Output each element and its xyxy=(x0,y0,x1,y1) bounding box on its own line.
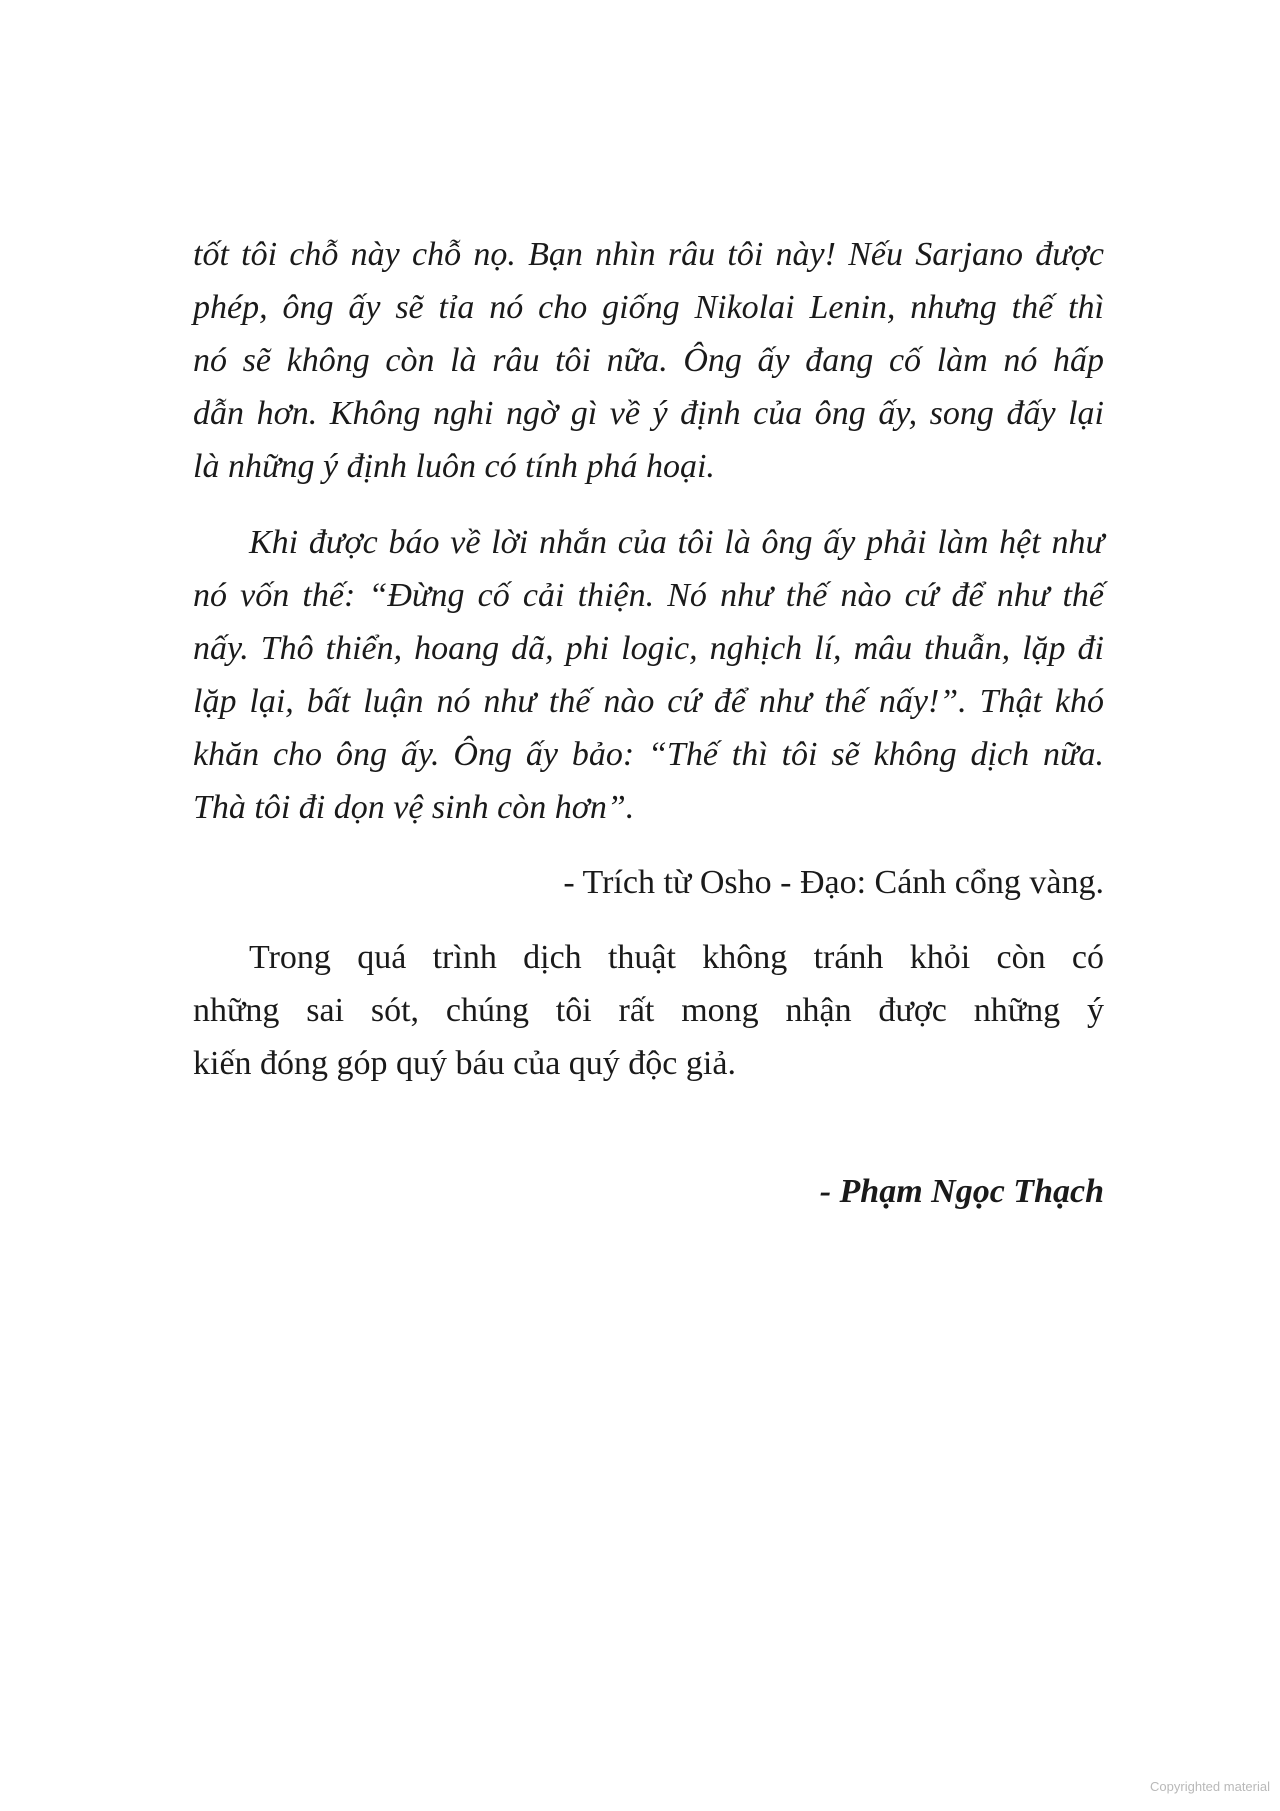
text-line: dẫn hơn. Không nghi ngờ gì về ý định của ông ấy, song đấy lại xyxy=(193,395,1104,432)
text-line: Thà tôi đi dọn vệ sinh còn hơn”. xyxy=(193,789,635,826)
text-line: Trong quá trình dịch thuật không tránh khỏi còn có xyxy=(249,939,1104,976)
text-line: lặp lại, bất luận nó như thế nào cứ để như thế nấy!”. Thật khó xyxy=(193,683,1104,720)
text-line: nó vốn thế: “Đừng cố cải thiện. Nó như thế nào cứ để như thế xyxy=(193,577,1104,614)
translator-signature: - Phạm Ngọc Thạch xyxy=(819,1173,1104,1210)
text-line: tốt tôi chỗ này chỗ nọ. Bạn nhìn râu tôi này! Nếu Sarjano được xyxy=(193,236,1104,273)
text-line: những sai sót, chúng tôi rất mong nhận được những ý xyxy=(193,992,1104,1029)
copyright-watermark: Copyrighted material xyxy=(1150,1779,1270,1794)
page-body xyxy=(193,228,1104,1218)
paragraph-quote-2 xyxy=(193,516,1104,834)
text-line: Khi được báo về lời nhắn của tôi là ông ấy phải làm hệt như xyxy=(249,524,1104,561)
text-line: nó sẽ không còn là râu tôi nữa. Ông ấy đang cố làm nó hấp xyxy=(193,342,1104,379)
text-line: khăn cho ông ấy. Ông ấy bảo: “Thế thì tôi sẽ không dịch nữa. xyxy=(193,736,1104,773)
paragraph-translator-note xyxy=(193,931,1104,1090)
text-line: nấy. Thô thiển, hoang dã, phi logic, nghịch lí, mâu thuẫn, lặp đi xyxy=(193,630,1104,667)
text-line: kiến đóng góp quý báu của quý độc giả. xyxy=(193,1045,736,1082)
source-attribution: - Trích từ Osho - Đạo: Cánh cổng vàng. xyxy=(563,864,1104,901)
paragraph-quote-1 xyxy=(193,228,1104,493)
text-line: là những ý định luôn có tính phá hoại. xyxy=(193,448,715,485)
text-line: phép, ông ấy sẽ tỉa nó cho giống Nikolai Lenin, nhưng thế thì xyxy=(193,289,1104,326)
